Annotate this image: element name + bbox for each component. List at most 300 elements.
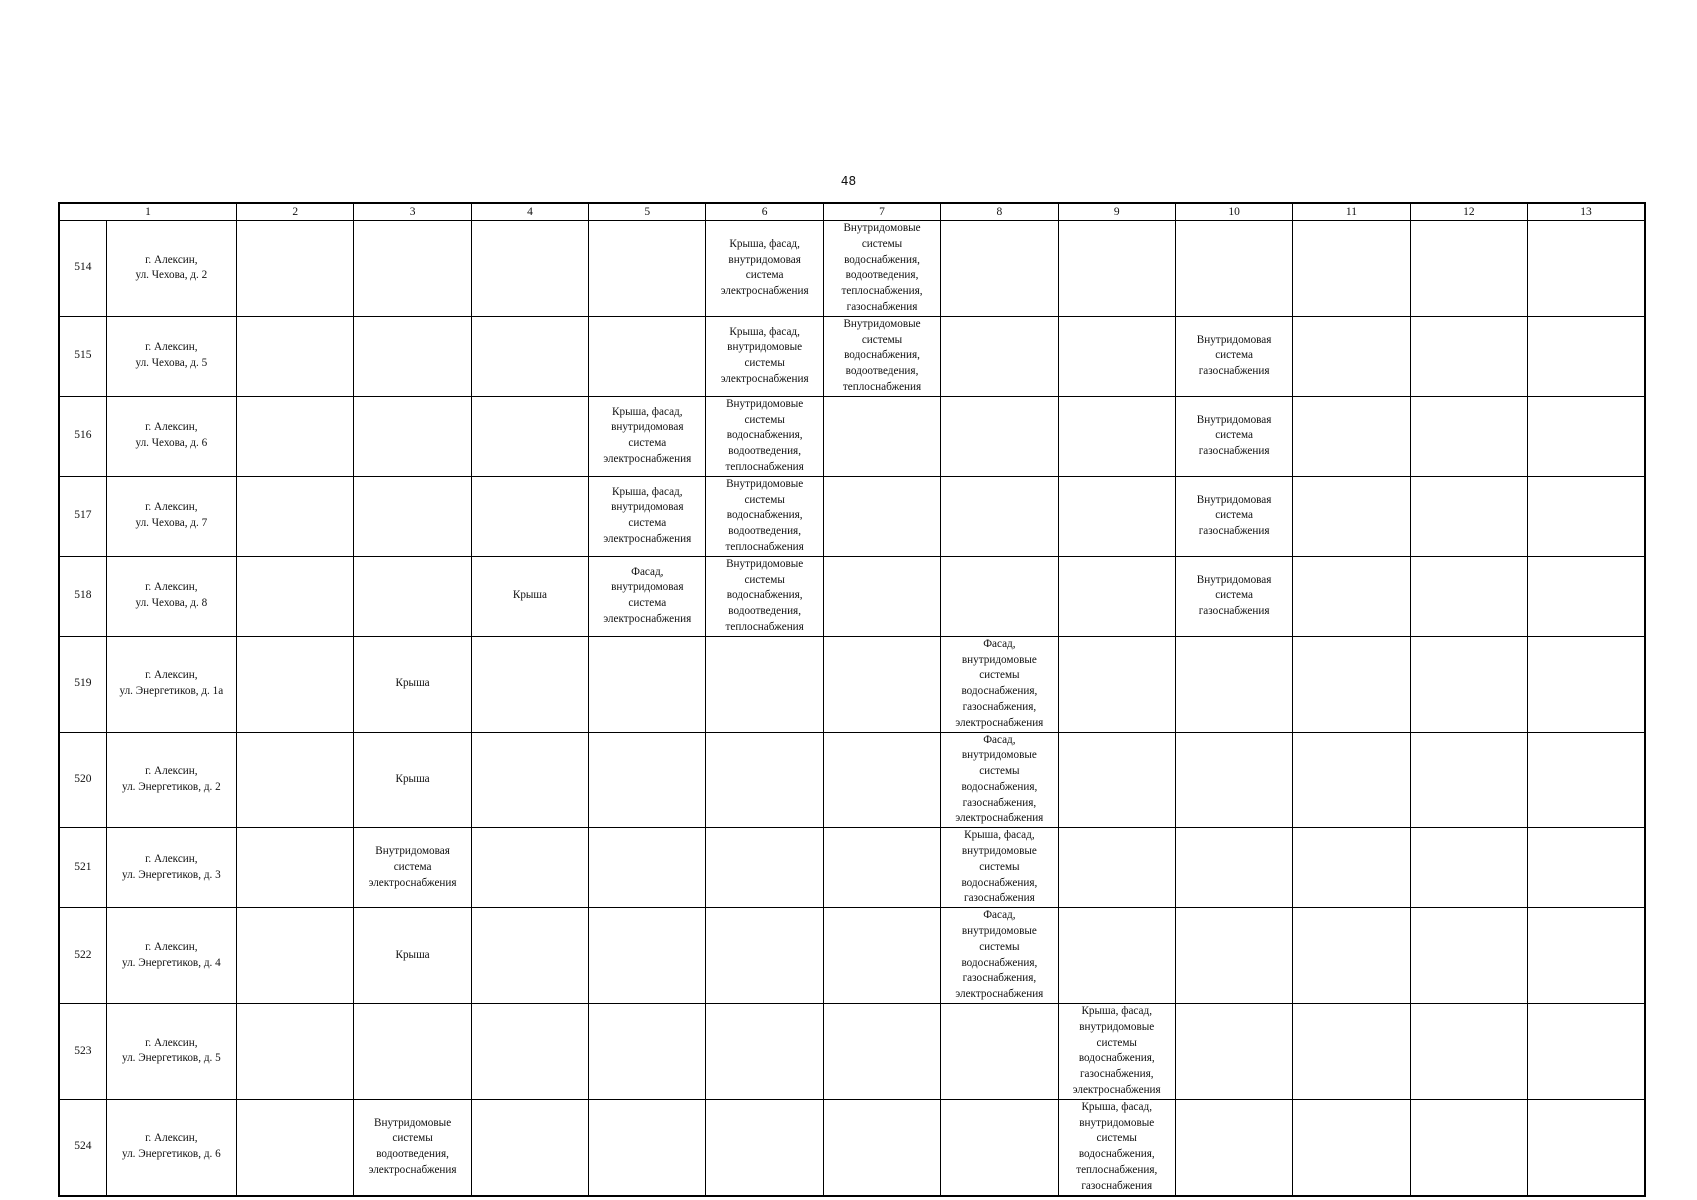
work-line: внутридомовые xyxy=(1079,1020,1155,1033)
work-line: водоснабжения, xyxy=(726,509,803,522)
row-number: 515 xyxy=(59,316,106,396)
work-line: система xyxy=(628,517,667,530)
work-cell-col-4 xyxy=(471,221,588,317)
work-cell-col-9 xyxy=(1058,1004,1175,1100)
address-street: ул. Чехова, д. 8 xyxy=(135,597,208,610)
work-cell-col-12 xyxy=(1410,828,1527,908)
work-cell-col-5 xyxy=(589,221,706,317)
work-cell-col-8 xyxy=(941,396,1058,476)
work-line: Внутридомовые xyxy=(726,477,804,490)
row-number: 519 xyxy=(59,636,106,732)
work-cell-col-7 xyxy=(823,396,940,476)
work-cell-col-8 xyxy=(941,636,1058,732)
work-line: Крыша xyxy=(395,948,430,961)
work-line: газоснабжения, xyxy=(962,972,1037,985)
work-cell-col-11 xyxy=(1293,221,1410,317)
work-cell-col-13 xyxy=(1528,476,1646,556)
work-cell-col-7 xyxy=(823,636,940,732)
work-line: газоснабжения xyxy=(963,892,1035,905)
work-cell-col-6 xyxy=(706,908,823,1004)
work-cell-col-13 xyxy=(1528,908,1646,1004)
work-line: водоотведения, xyxy=(845,269,919,282)
work-line: водоотведения, xyxy=(845,365,919,378)
work-cell-col-10 xyxy=(1175,221,1292,317)
work-cell-col-9 xyxy=(1058,221,1175,317)
work-cell-col-7 xyxy=(823,908,940,1004)
work-line: электроснабжения xyxy=(603,533,692,546)
address-city: г. Алексин, xyxy=(145,341,198,354)
work-line: водоотведения, xyxy=(728,445,802,458)
work-cell-col-11 xyxy=(1293,396,1410,476)
address-city: г. Алексин, xyxy=(145,852,198,865)
work-line: Внутридомовые xyxy=(843,222,921,234)
table-row xyxy=(59,556,1645,636)
work-line: Крыша, фасад, xyxy=(612,405,683,418)
page-number: 48 xyxy=(840,174,857,188)
work-line: теплоснабжения xyxy=(725,460,804,473)
work-cell-col-5 xyxy=(589,1099,706,1195)
work-line: газоснабжения xyxy=(1198,605,1270,618)
work-cell-col-5 xyxy=(589,908,706,1004)
work-cell-col-7 xyxy=(823,316,940,396)
work-line: Крыша xyxy=(395,677,430,690)
work-line: Крыша, фасад, xyxy=(612,485,683,498)
work-cell-col-12 xyxy=(1410,908,1527,1004)
work-line: газоснабжения xyxy=(1081,1179,1153,1192)
work-cell-col-4 xyxy=(471,556,588,636)
table-row xyxy=(59,908,1645,1004)
work-line: Внутридомовая xyxy=(1196,493,1272,506)
work-cell-col-2 xyxy=(237,828,354,908)
work-line: водоотведения, xyxy=(728,605,802,618)
work-line: газоснабжения xyxy=(1198,445,1270,458)
address-cell xyxy=(106,221,236,317)
work-cell-col-2 xyxy=(237,396,354,476)
work-line: водоснабжения, xyxy=(961,876,1038,889)
table-row xyxy=(59,828,1645,908)
work-cell-col-10 xyxy=(1175,1099,1292,1195)
work-line: газоснабжения xyxy=(1198,365,1270,378)
table-header xyxy=(59,203,1645,221)
work-cell-col-10 xyxy=(1175,316,1292,396)
row-number: 521 xyxy=(59,828,106,908)
work-line: система xyxy=(628,437,667,450)
work-cell-col-3 xyxy=(354,1099,471,1195)
work-cell-col-12 xyxy=(1410,556,1527,636)
work-cell-col-13 xyxy=(1528,316,1646,396)
work-cell-col-4 xyxy=(471,636,588,732)
work-cell-col-7 xyxy=(823,828,940,908)
work-cell-col-7 xyxy=(823,1099,940,1195)
work-cell-col-7 xyxy=(823,556,940,636)
address-street: ул. Энергетиков, д. 2 xyxy=(121,780,221,793)
column-header: 12 xyxy=(1410,203,1527,221)
work-line: системы xyxy=(861,237,903,250)
work-line: электроснабжения xyxy=(603,453,692,466)
column-number-row xyxy=(59,203,1645,221)
work-line: системы xyxy=(861,333,903,346)
row-number: 516 xyxy=(59,396,106,476)
work-line: теплоснабжения xyxy=(725,540,804,553)
address-cell xyxy=(106,828,236,908)
work-line: внутридомовые xyxy=(1079,1116,1155,1129)
work-cell-col-6 xyxy=(706,221,823,317)
address-city: г. Алексин, xyxy=(145,1036,198,1049)
work-line: водоснабжения, xyxy=(961,780,1038,793)
work-line: электроснабжения xyxy=(955,988,1044,1001)
work-line: водоснабжения, xyxy=(961,685,1038,698)
column-header: 10 xyxy=(1175,203,1292,221)
work-cell-col-11 xyxy=(1293,908,1410,1004)
work-cell-col-7 xyxy=(823,732,940,828)
work-cell-col-4 xyxy=(471,396,588,476)
work-line: Крыша, фасад, xyxy=(1081,1005,1152,1018)
work-line: системы xyxy=(744,357,785,370)
work-line: водоотведения, xyxy=(728,525,802,538)
address-cell xyxy=(106,476,236,556)
work-line: теплоснабжения xyxy=(725,620,804,633)
table-row xyxy=(59,732,1645,828)
column-header: 7 xyxy=(823,203,940,221)
work-line: Крыша xyxy=(395,772,430,785)
address-city: г. Алексин, xyxy=(145,1132,198,1145)
work-line: Фасад, xyxy=(983,637,1016,650)
work-line: водоснабжения, xyxy=(726,429,803,442)
work-line: Внутридомовые xyxy=(726,557,804,570)
work-cell-col-10 xyxy=(1175,1004,1292,1100)
work-line: системы xyxy=(744,413,785,426)
work-cell-col-12 xyxy=(1410,221,1527,317)
work-line: теплоснабжения, xyxy=(841,285,923,298)
work-cell-col-12 xyxy=(1410,732,1527,828)
address-street: ул. Энергетиков, д. 6 xyxy=(121,1148,221,1161)
work-cell-col-13 xyxy=(1528,1099,1646,1195)
work-cell-col-5 xyxy=(589,828,706,908)
work-cell-col-2 xyxy=(237,732,354,828)
work-cell-col-8 xyxy=(941,732,1058,828)
work-cell-col-2 xyxy=(237,476,354,556)
work-cell-col-3 xyxy=(354,1004,471,1100)
work-cell-col-6 xyxy=(706,732,823,828)
work-cell-col-3 xyxy=(354,396,471,476)
repair-schedule-table xyxy=(58,202,1646,1197)
work-cell-col-11 xyxy=(1293,732,1410,828)
work-cell-col-9 xyxy=(1058,732,1175,828)
address-city: г. Алексин, xyxy=(145,669,198,682)
work-cell-col-6 xyxy=(706,476,823,556)
work-cell-col-13 xyxy=(1528,221,1646,317)
work-cell-col-2 xyxy=(237,908,354,1004)
work-cell-col-11 xyxy=(1293,316,1410,396)
work-line: внутридомовая xyxy=(728,253,801,266)
work-cell-col-8 xyxy=(941,316,1058,396)
work-line: водоснабжения, xyxy=(844,253,920,266)
table-row xyxy=(59,1004,1645,1100)
address-city: г. Алексин, xyxy=(145,940,198,953)
column-header: 5 xyxy=(589,203,706,221)
work-cell-col-6 xyxy=(706,396,823,476)
work-cell-col-3 xyxy=(354,828,471,908)
column-header: 8 xyxy=(941,203,1058,221)
work-cell-col-7 xyxy=(823,476,940,556)
column-header: 3 xyxy=(354,203,471,221)
work-line: теплоснабжения xyxy=(842,380,922,393)
work-line: Внутридомовая xyxy=(1196,333,1272,346)
work-line: система xyxy=(628,597,667,610)
work-line: Фасад, xyxy=(983,733,1016,746)
work-line: Крыша xyxy=(512,589,548,602)
work-cell-col-13 xyxy=(1528,556,1646,636)
work-line: внутридомовые xyxy=(961,925,1037,938)
work-cell-col-5 xyxy=(589,396,706,476)
work-line: Внутридомовые xyxy=(843,317,921,330)
row-number: 517 xyxy=(59,476,106,556)
work-cell-col-8 xyxy=(941,1004,1058,1100)
work-cell-col-6 xyxy=(706,636,823,732)
table-row xyxy=(59,221,1645,317)
work-cell-col-4 xyxy=(471,732,588,828)
work-line: внутридомовые xyxy=(727,341,803,354)
address-street: ул. Чехова, д. 2 xyxy=(135,269,208,282)
work-cell-col-5 xyxy=(589,556,706,636)
column-header: 2 xyxy=(237,203,354,221)
work-cell-col-13 xyxy=(1528,732,1646,828)
work-cell-col-8 xyxy=(941,828,1058,908)
work-cell-col-6 xyxy=(706,1004,823,1100)
work-cell-col-4 xyxy=(471,476,588,556)
row-number: 520 xyxy=(59,732,106,828)
work-cell-col-3 xyxy=(354,316,471,396)
work-cell-col-12 xyxy=(1410,316,1527,396)
work-cell-col-3 xyxy=(354,556,471,636)
work-line: Крыша, фасад, xyxy=(729,325,800,338)
work-cell-col-12 xyxy=(1410,1099,1527,1195)
work-cell-col-3 xyxy=(354,636,471,732)
work-cell-col-2 xyxy=(237,316,354,396)
work-line: системы xyxy=(979,860,1020,873)
column-header: 6 xyxy=(706,203,823,221)
work-cell-col-7 xyxy=(823,221,940,317)
work-cell-col-9 xyxy=(1058,908,1175,1004)
address-street: ул. Чехова, д. 5 xyxy=(135,357,208,370)
work-cell-col-3 xyxy=(354,221,471,317)
work-line: внутридомовая xyxy=(611,501,684,514)
work-cell-col-12 xyxy=(1410,396,1527,476)
work-cell-col-11 xyxy=(1293,1004,1410,1100)
work-line: газоснабжения, xyxy=(962,796,1037,809)
work-cell-col-7 xyxy=(823,1004,940,1100)
column-header: 13 xyxy=(1528,203,1646,221)
work-line: системы xyxy=(744,573,785,586)
address-street: ул. Энергетиков, д. 4 xyxy=(121,956,221,969)
address-city: г. Алексин, xyxy=(145,765,198,778)
work-line: газоснабжения xyxy=(846,300,918,313)
address-cell xyxy=(106,636,236,732)
work-line: электроснабжения xyxy=(955,716,1044,729)
work-cell-col-6 xyxy=(706,828,823,908)
work-cell-col-13 xyxy=(1528,1004,1646,1100)
address-cell xyxy=(106,396,236,476)
table-row xyxy=(59,1099,1645,1195)
work-cell-col-13 xyxy=(1528,636,1646,732)
work-line: система xyxy=(745,269,784,282)
work-cell-col-10 xyxy=(1175,396,1292,476)
work-line: Внутридомовая xyxy=(1196,413,1272,426)
work-line: Крыша, фасад, xyxy=(729,237,800,250)
address-city: г. Алексин, xyxy=(145,253,198,266)
address-cell xyxy=(106,908,236,1004)
work-cell-col-9 xyxy=(1058,636,1175,732)
work-line: Фасад, xyxy=(631,565,664,578)
work-cell-col-11 xyxy=(1293,828,1410,908)
work-line: электроснабжения xyxy=(720,373,809,386)
work-cell-col-4 xyxy=(471,1004,588,1100)
work-cell-col-9 xyxy=(1058,476,1175,556)
work-cell-col-10 xyxy=(1175,828,1292,908)
work-cell-col-6 xyxy=(706,556,823,636)
work-line: системы xyxy=(1096,1036,1137,1049)
address-cell xyxy=(106,556,236,636)
work-line: Крыша, фасад, xyxy=(964,829,1035,842)
work-cell-col-2 xyxy=(237,1099,354,1195)
work-cell-col-2 xyxy=(237,1004,354,1100)
table-row xyxy=(59,396,1645,476)
work-line: электроснабжения xyxy=(720,285,809,298)
address-city: г. Алексин, xyxy=(145,501,198,514)
work-cell-col-9 xyxy=(1058,316,1175,396)
column-header: 1 xyxy=(59,203,237,221)
address-street: ул. Чехова, д. 7 xyxy=(135,517,208,530)
address-city: г. Алексин, xyxy=(145,421,198,434)
work-cell-col-2 xyxy=(237,636,354,732)
work-line: система xyxy=(393,860,432,873)
work-line: газоснабжения xyxy=(1198,525,1270,538)
work-cell-col-10 xyxy=(1175,476,1292,556)
work-line: водоснабжения, xyxy=(1078,1148,1155,1161)
column-header: 11 xyxy=(1293,203,1410,221)
work-line: Внутридомовые xyxy=(374,1116,452,1129)
work-cell-col-10 xyxy=(1175,732,1292,828)
work-cell-col-3 xyxy=(354,732,471,828)
work-cell-col-9 xyxy=(1058,556,1175,636)
work-cell-col-8 xyxy=(941,221,1058,317)
work-cell-col-6 xyxy=(706,1099,823,1195)
address-cell xyxy=(106,1099,236,1195)
work-line: системы xyxy=(979,765,1020,778)
work-cell-col-3 xyxy=(354,908,471,1004)
work-cell-col-9 xyxy=(1058,1099,1175,1195)
work-line: системы xyxy=(744,493,785,506)
work-line: внутридомовая xyxy=(611,581,684,594)
work-cell-col-10 xyxy=(1175,556,1292,636)
work-cell-col-9 xyxy=(1058,396,1175,476)
work-cell-col-10 xyxy=(1175,636,1292,732)
work-cell-col-11 xyxy=(1293,636,1410,732)
work-cell-col-5 xyxy=(589,1004,706,1100)
work-cell-col-10 xyxy=(1175,908,1292,1004)
work-cell-col-4 xyxy=(471,908,588,1004)
work-line: система xyxy=(1215,589,1253,602)
address-street: ул. Энергетиков, д. 5 xyxy=(121,1052,221,1065)
work-cell-col-9 xyxy=(1058,828,1175,908)
address-street: ул. Чехова, д. 6 xyxy=(135,437,208,450)
work-line: водоснабжения, xyxy=(1078,1052,1155,1065)
table-body xyxy=(59,221,1645,1196)
work-line: теплоснабжения, xyxy=(1076,1164,1158,1177)
work-line: электроснабжения xyxy=(368,876,457,889)
work-line: Внутридомовая xyxy=(1196,573,1272,586)
work-line: электроснабжения xyxy=(955,812,1044,825)
address-cell xyxy=(106,732,236,828)
work-cell-col-12 xyxy=(1410,636,1527,732)
table-row xyxy=(59,636,1645,732)
address-city: г. Алексин, xyxy=(145,581,198,594)
work-line: система xyxy=(1215,349,1253,362)
work-line: электроснабжения xyxy=(1072,1084,1161,1097)
work-cell-col-2 xyxy=(237,221,354,317)
row-number: 518 xyxy=(59,556,106,636)
work-cell-col-11 xyxy=(1293,476,1410,556)
work-cell-col-5 xyxy=(589,732,706,828)
work-line: Внутридомовая xyxy=(375,845,450,858)
table-row xyxy=(59,476,1645,556)
work-line: газоснабжения, xyxy=(1079,1068,1154,1081)
column-header: 9 xyxy=(1058,203,1175,221)
table-row xyxy=(59,316,1645,396)
row-number: 524 xyxy=(59,1099,106,1195)
work-line: газоснабжения, xyxy=(962,700,1037,713)
address-street: ул. Энергетиков, д. 3 xyxy=(121,868,221,881)
work-cell-col-8 xyxy=(941,908,1058,1004)
work-cell-col-2 xyxy=(237,556,354,636)
work-line: система xyxy=(1215,509,1253,522)
work-line: системы xyxy=(979,669,1020,682)
work-cell-col-13 xyxy=(1528,396,1646,476)
work-line: Внутридомовые xyxy=(726,397,804,410)
work-line: внутридомовые xyxy=(961,749,1037,762)
work-cell-col-8 xyxy=(941,1099,1058,1195)
work-cell-col-11 xyxy=(1293,1099,1410,1195)
work-line: системы xyxy=(1096,1132,1137,1145)
work-line: электроснабжения xyxy=(368,1164,457,1177)
work-cell-col-4 xyxy=(471,1099,588,1195)
work-cell-col-5 xyxy=(589,316,706,396)
work-line: внутридомовые xyxy=(961,845,1037,858)
work-cell-col-12 xyxy=(1410,1004,1527,1100)
address-cell xyxy=(106,1004,236,1100)
row-number: 514 xyxy=(59,221,106,317)
work-cell-col-12 xyxy=(1410,476,1527,556)
column-header: 4 xyxy=(471,203,588,221)
work-cell-col-5 xyxy=(589,636,706,732)
work-line: водоотведения, xyxy=(376,1148,449,1161)
row-number: 522 xyxy=(59,908,106,1004)
work-line: Фасад, xyxy=(983,909,1016,922)
work-cell-col-13 xyxy=(1528,828,1646,908)
address-street: ул. Энергетиков, д. 1а xyxy=(119,685,224,698)
work-line: внутридомовая xyxy=(611,421,684,434)
work-cell-col-8 xyxy=(941,556,1058,636)
work-line: внутридомовые xyxy=(961,653,1037,666)
work-line: электроснабжения xyxy=(603,613,692,626)
work-cell-col-3 xyxy=(354,476,471,556)
work-line: водоснабжения, xyxy=(961,956,1038,969)
work-line: системы xyxy=(392,1132,433,1145)
work-line: водоснабжения, xyxy=(726,589,803,602)
work-line: водоснабжения, xyxy=(844,349,920,362)
work-cell-col-4 xyxy=(471,316,588,396)
work-line: системы xyxy=(979,940,1020,953)
